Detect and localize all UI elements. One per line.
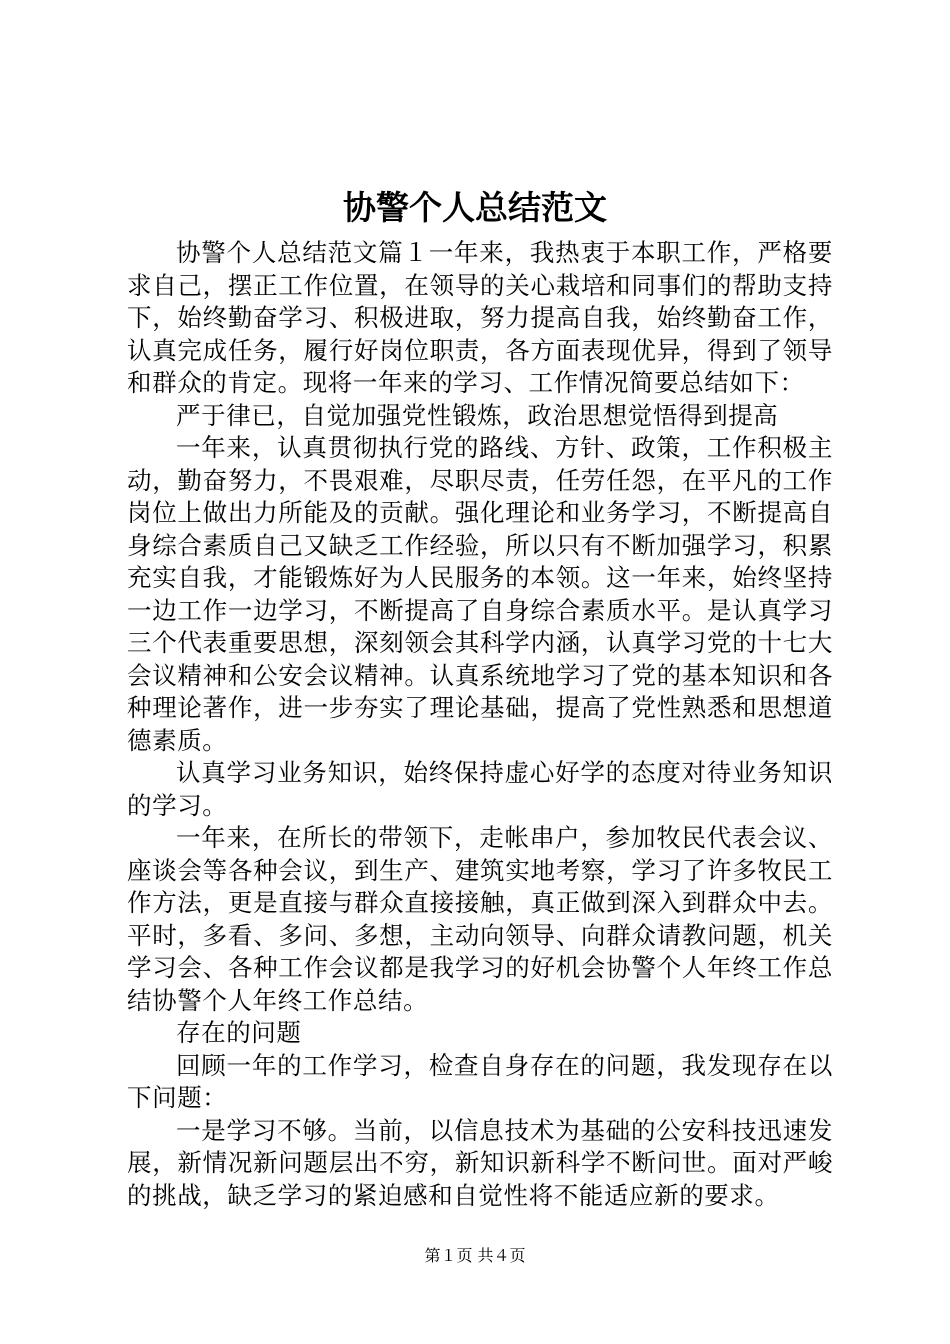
- paragraph: 协警个人总结范文篇１一年来，我热衷于本职工作，严格要求自己，摆正工作位置，在领导的关心栽培和同事们的帮助支持下，始终勤奋学习、积极进取，努力提高自我，始终勤奋工作，认真完成任务，履行好岗位职责，各方面表现优异，得到了领导和群众的肯定。现将一年来的学习、工作情况简要总结如下：: [127, 238, 833, 397]
- paragraph: 一是学习不够。当前，以信息技术为基础的公安科技迅速发展，新情况新问题层出不穷，新知识新科学不断问世。面对严峻的挑战，缺乏学习的紧迫感和自觉性将不能适应新的要求。: [127, 1115, 833, 1210]
- document-body: [127, 237, 833, 1212]
- paragraph: 严于律已，自觉加强党性锻炼，政治思想觉悟得到提高: [176, 400, 779, 430]
- paragraph: 回顾一年的工作学习，检查自身存在的问题，我发现存在以下问题：: [127, 1050, 833, 1112]
- paragraph: 一年来，认真贯彻执行党的路线、方针、政策，工作积极主动，勤奋努力，不畏艰难，尽职尽责，任劳任怨，在平凡的工作岗位上做出力所能及的贡献。强化理论和业务学习，不断提高自身综合素质自己又缺乏工作经验，所以只有不断加强学习，积累充实自我，才能锻炼好为人民服务的本领。这一年来，始终坚持一边工作一边学习，不断提高了自身综合素质水平。是认真学习三个代表重要思想，深刻领会其科学内涵，认真学习党的十七大会议精神和公安会议精神。认真系统地学习了党的基本知识和各种理论著作，进一步夯实了理论基础，提高了党性熟悉和思想道德素质。: [127, 433, 833, 755]
- paragraph: 认真学习业务知识，始终保持虚心好学的态度对待业务知识的学习。: [127, 758, 833, 820]
- document-title: 协警个人总结范文: [343, 188, 607, 227]
- page-number-label: 第１页 共４页: [424, 1246, 526, 1265]
- paragraph: 存在的问题: [176, 1018, 302, 1047]
- paragraph: 一年来，在所长的带领下，走帐串户，参加牧民代表会议、座谈会等各种会议，到生产、建筑实地考察，学习了许多牧民工作方法，更是直接与群众直接接触，真正做到深入到群众中去。平时，多看、多问、多想，主动向领导、向群众请教问题，机关学习会、各种工作会议都是我学习的好机会协警个人年终工作总结协警个人年终工作总结。: [127, 823, 833, 1015]
- page-footer: [0, 1244, 950, 1268]
